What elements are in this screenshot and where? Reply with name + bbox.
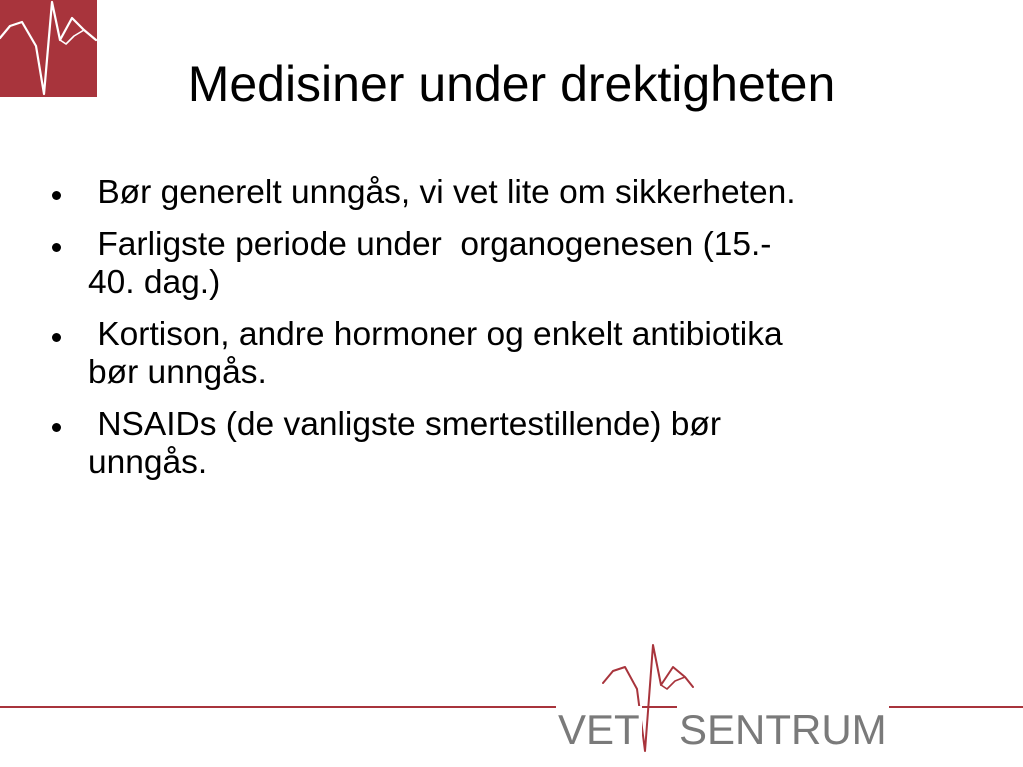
- list-item: [52, 316, 952, 392]
- bullet-dot-icon: [52, 243, 61, 252]
- bullet-dot-icon: [52, 333, 61, 342]
- footer-logo-text-left: VET: [558, 706, 640, 753]
- list-item: [52, 174, 952, 212]
- footer-logo-text-right: SENTRUM: [679, 706, 887, 753]
- list-item: [52, 406, 952, 482]
- bullet-text: Kortison, andre hormoner og enkelt antibiotika bør unngås.: [88, 316, 783, 391]
- bullet-text: Bør generelt unngås, vi vet lite om sikkerheten.: [88, 174, 796, 211]
- bullet-text: Farligste periode under organogenesen (15.- 40. dag.): [88, 226, 772, 301]
- bullet-dot-icon: [52, 191, 61, 200]
- bullet-list: [52, 174, 952, 496]
- slide-title: Medisiner under drektigheten: [187, 56, 836, 112]
- bullet-dot-icon: [52, 423, 61, 432]
- bullet-text: NSAIDs (de vanligste smertestillende) bør unngås.: [88, 406, 722, 481]
- list-item: [52, 226, 952, 302]
